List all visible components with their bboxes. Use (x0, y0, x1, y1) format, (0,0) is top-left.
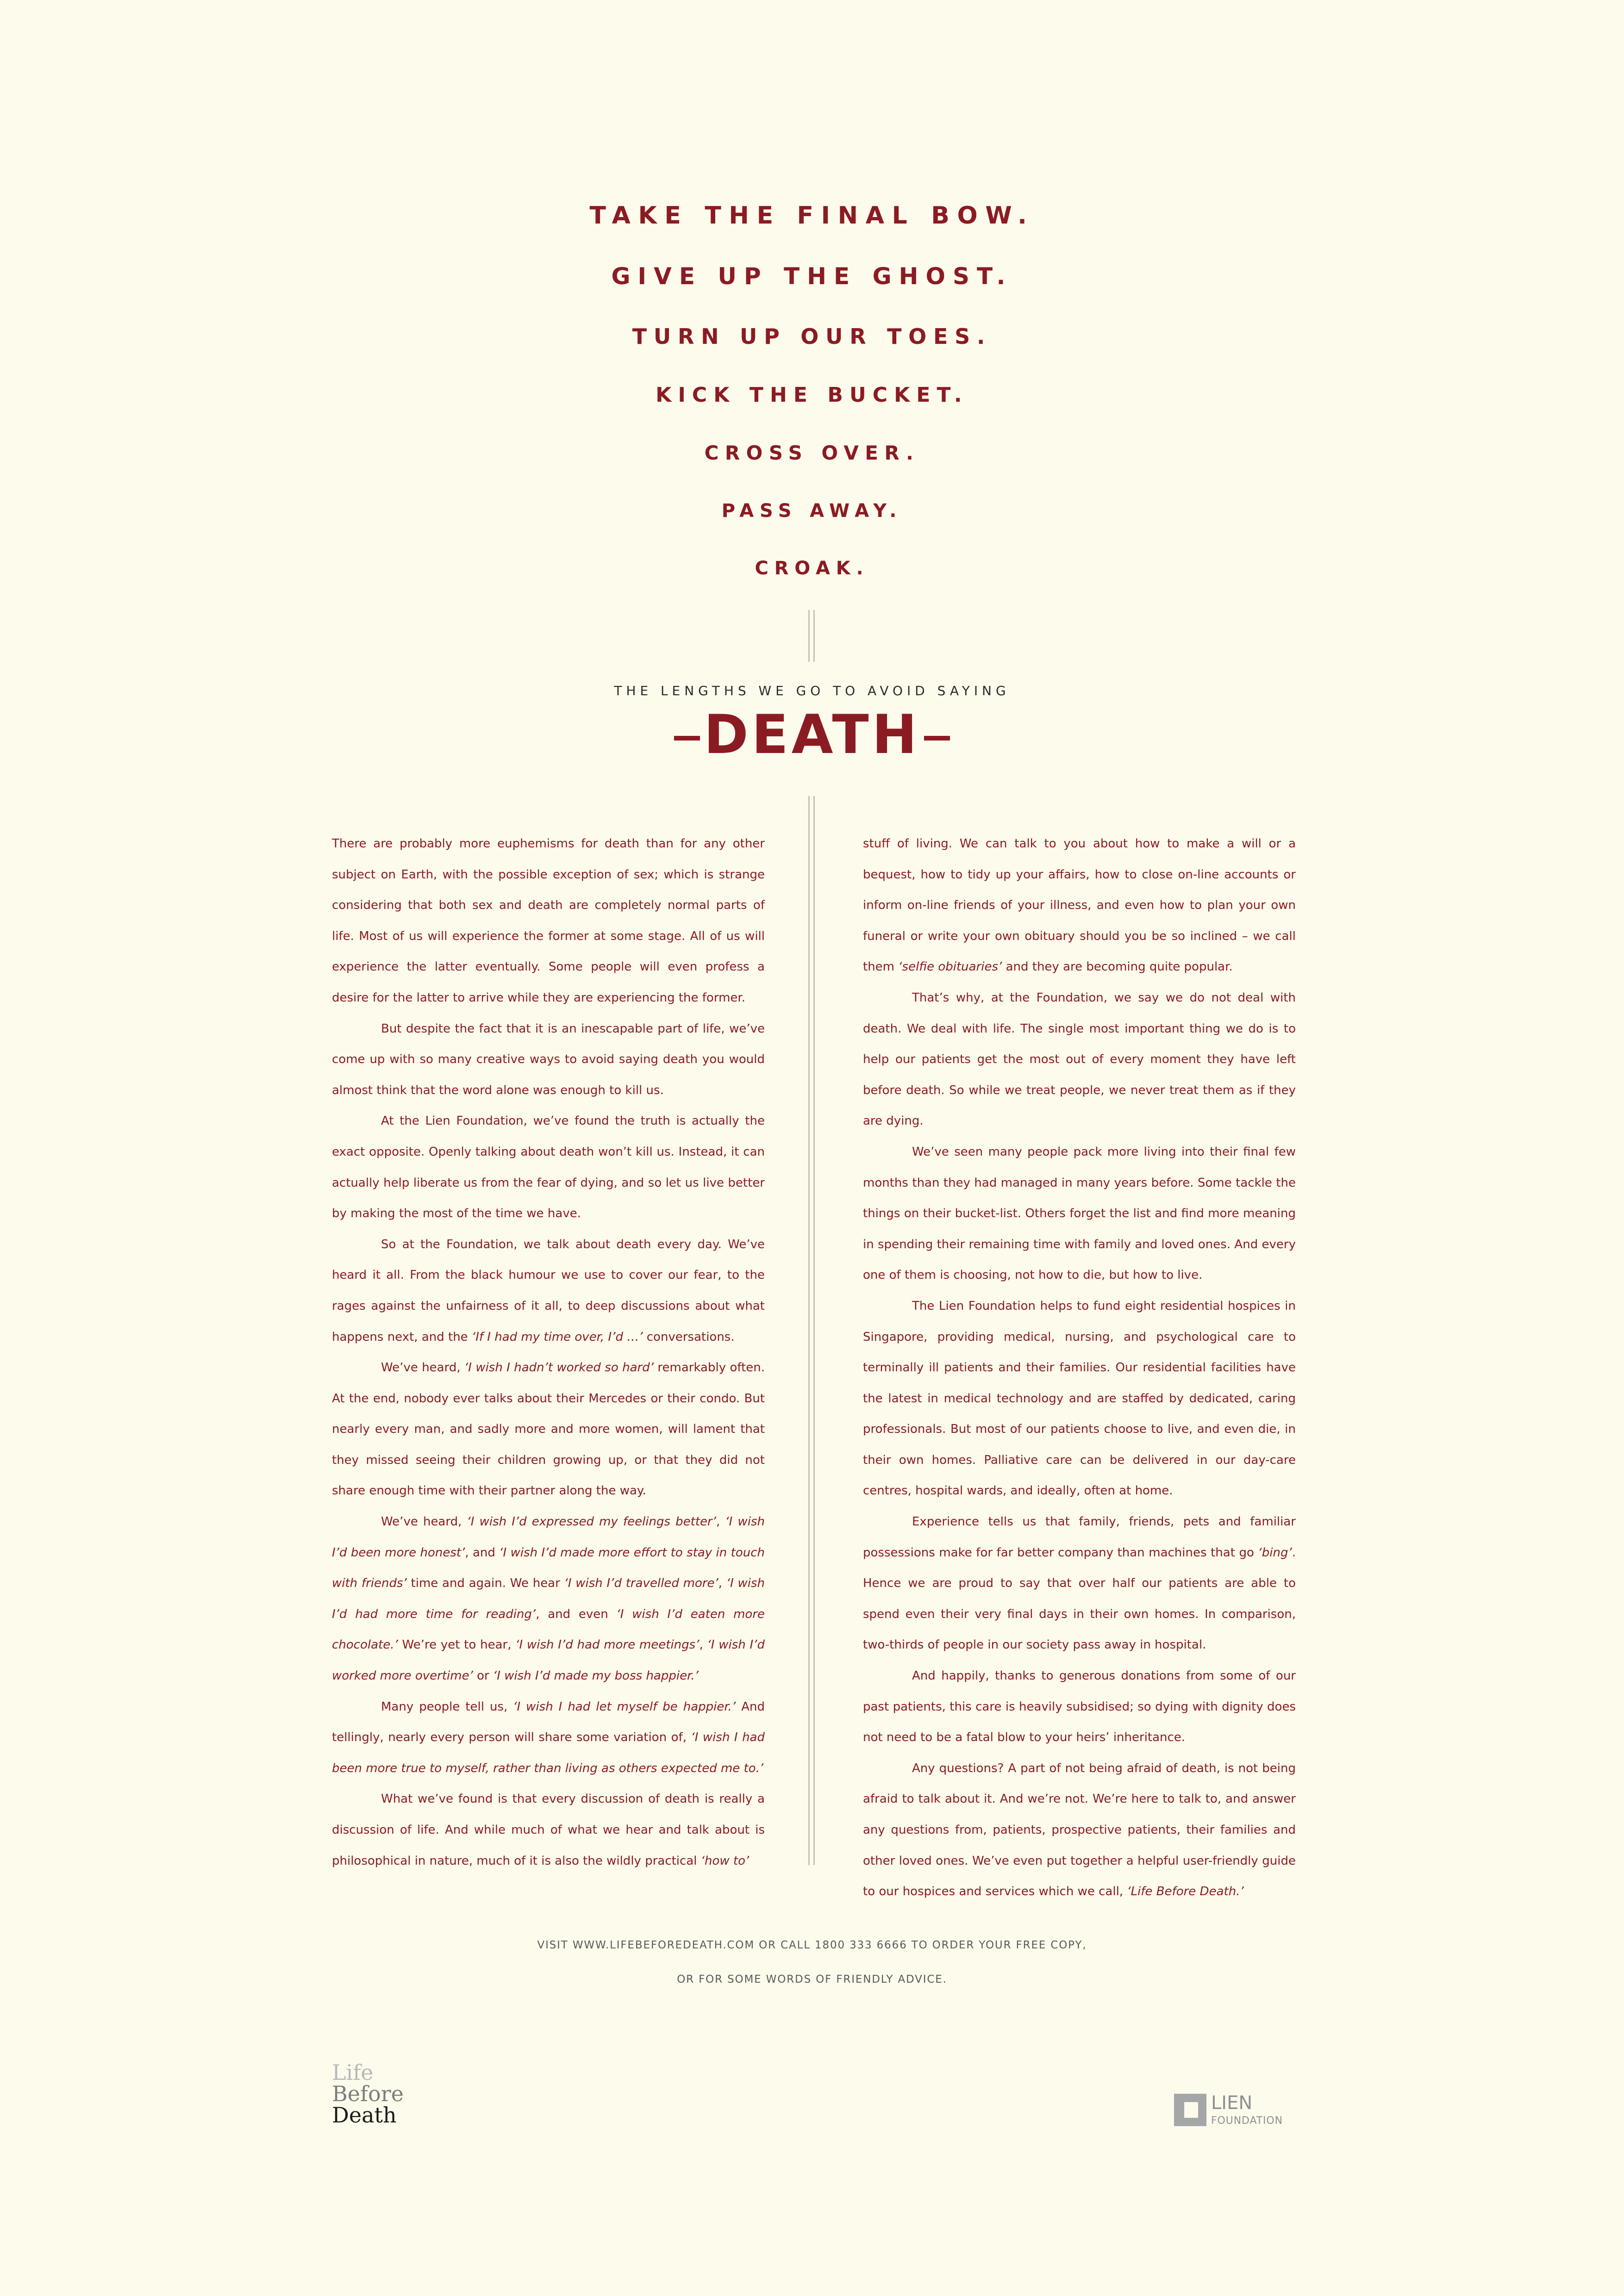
headline-2: GIVE UP THE GHOST. (611, 263, 1013, 290)
logo-word-before: Before (332, 2081, 404, 2106)
death-title (0, 703, 1624, 766)
body-paragraph: The Lien Foundation helps to fund eight residential hospices in Singapore, providing medical, nursing, and psychological care to terminally ill patients and their families. Our residential facilities have the latest in medical technology and are staffed by dedicated, caring professionals. But most of our patients choose to live, and even die, in their own homes. Palliative care can be delivered in our day-care centres, hospital wards, and ideally, often at home. (863, 1299, 1296, 1498)
body-paragraph: That’s why, at the Foundation, we say we do not deal with death. We deal with life. The single most important thing we do is to help our patients get the most out of every moment they have left before death. So while we treat people, we never treat them as if they are dying. (863, 990, 1296, 1128)
logo-word-death: Death (332, 2103, 397, 2128)
dash-right (924, 736, 950, 740)
logo-word-life: Life (332, 2060, 374, 2085)
headline-1: TAKE THE FINAL BOW. (589, 202, 1035, 230)
body-paragraph: Many people tell us, ‘I wish I had let myself be happier.’ And tellingly, nearly every person will share some variation of, ‘I wish I had been more true to myself, rather than living as others expected me to.’ (332, 1699, 765, 1775)
body-paragraph: stuff of living. We can talk to you about how to make a will or a bequest, how to tidy up your affairs, how to close on-line accounts or inform on-line friends of your illness, and even how to plan your own funeral or write your own obituary should you be so inclined – we call them ‘selfie obituaries’ and they are becoming quite popular. (863, 837, 1296, 974)
headline-7: CROAK. (755, 558, 869, 579)
body-column-right (863, 828, 1296, 1907)
lien-foundation-logo (1174, 2094, 1294, 2128)
death-word: DEATH (704, 703, 920, 766)
headline-4: KICK THE BUCKET. (656, 383, 968, 407)
body-paragraph: Any questions? A part of not being afraid of death, is not being afraid to talk about it. And we’re not. We’re here to talk to, and answer any questions from, patients, prospective patients, their families and other loved ones. We’ve even put together a helpful user-friendly guide to our hospices and services which we call, ‘Life Before Death.’ (863, 1761, 1296, 1899)
lien-logo-sub: FOUNDATION (1211, 2115, 1283, 2127)
footer-line-1: VISIT WWW.LIFEBEFOREDEATH.COM OR CALL 1800 333 6666 TO ORDER YOUR FREE COPY, (537, 1939, 1087, 1951)
divider-top (808, 610, 815, 662)
body-paragraph: What we’ve found is that every discussion of death is really a discussion of life. And while much of what we hear and talk about is philosophical in nature, much of it is also the wildly practical ‘how to’ (332, 1792, 765, 1868)
headline-stack (0, 204, 1624, 578)
dash-left (674, 736, 700, 740)
subtitle: THE LENGTHS WE GO TO AVOID SAYING (614, 683, 1010, 698)
body-paragraph: And happily, thanks to generous donations from some of our past patients, this care is heavily subsidised; so dying with dignity does not need to be a fatal blow to your heirs’ inheritance. (863, 1669, 1296, 1745)
footer-line-2: OR FOR SOME WORDS OF FRIENDLY ADVICE. (677, 1973, 947, 1985)
headline-6: PASS AWAY. (721, 500, 903, 522)
lien-logo-mark-icon (1174, 2094, 1206, 2126)
body-paragraph: We’ve heard, ‘I wish I’d expressed my feelings better’, ‘I wish I’d been more honest’, and ‘I wish I’d made more effort to stay in touch with friends’ time and again. We hear ‘I wish I’d travelled more’, ‘I wish I’d had more time for reading’, and even ‘I wish I’d eaten more chocolate.’ We’re yet to hear, ‘I wish I’d had more meetings’, ‘I wish I’d worked more overtime’ or ‘I wish I’d made my boss happier.’ (332, 1515, 765, 1683)
body-paragraph: So at the Foundation, we talk about death every day. We’ve heard it all. From the black humour we use to cover our fear, to the rages against the unfairness of it all, to deep discussions about what happens next, and the ‘If I had my time over, I’d …’ conversations. (332, 1237, 765, 1344)
headline-3: TURN UP OUR TOES. (632, 324, 992, 349)
life-before-death-logo (332, 2062, 404, 2126)
body-paragraph: We’ve heard, ‘I wish I hadn’t worked so hard’ remarkably often. At the end, nobody ever talks about their Mercedes or their condo. But nearly every man, and sadly more and more women, will lament that they missed seeing their children growing up, or that they did not share enough time with their partner along the way. (332, 1361, 765, 1498)
body-column-left (332, 828, 765, 1876)
body-paragraph: Experience tells us that family, friends, pets and familiar possessions make for far better company than machines that go ‘bing’. Hence we are proud to say that over half our patients are able to spend even their very final days in their own homes. In comparison, two-thirds of people in our society pass away in hospital. (863, 1515, 1296, 1652)
divider-columns (808, 796, 815, 1865)
lien-logo-name: LIEN (1211, 2092, 1253, 2114)
body-paragraph: At the Lien Foundation, we’ve found the truth is actually the exact opposite. Openly talking about death won’t kill us. Instead, it can actually help liberate us from the fear of dying, and so let us live better by making the most of the time we have. (332, 1114, 765, 1221)
body-paragraph: But despite the fact that it is an inescapable part of life, we’ve come up with so many creative ways to avoid saying death you would almost think that the word alone was enough to kill us. (332, 1021, 765, 1097)
headline-5: CROSS OVER. (704, 442, 920, 464)
body-paragraph: There are probably more euphemisms for death than for any other subject on Earth, with the possible exception of sex; which is strange considering that both sex and death are completely normal parts of life. Most of us will experience the former at some stage. All of us will experience the latter eventually. Some people will even profess a desire for the latter to arrive while they are experiencing the former. (332, 837, 765, 1005)
body-paragraph: We’ve seen many people pack more living into their final few months than they had managed in many years before. Some tackle the things on their bucket-list. Others forget the list and find more meaning in spending their remaining time with family and loved ones. And every one of them is choosing, not how to die, but how to live. (863, 1145, 1296, 1282)
